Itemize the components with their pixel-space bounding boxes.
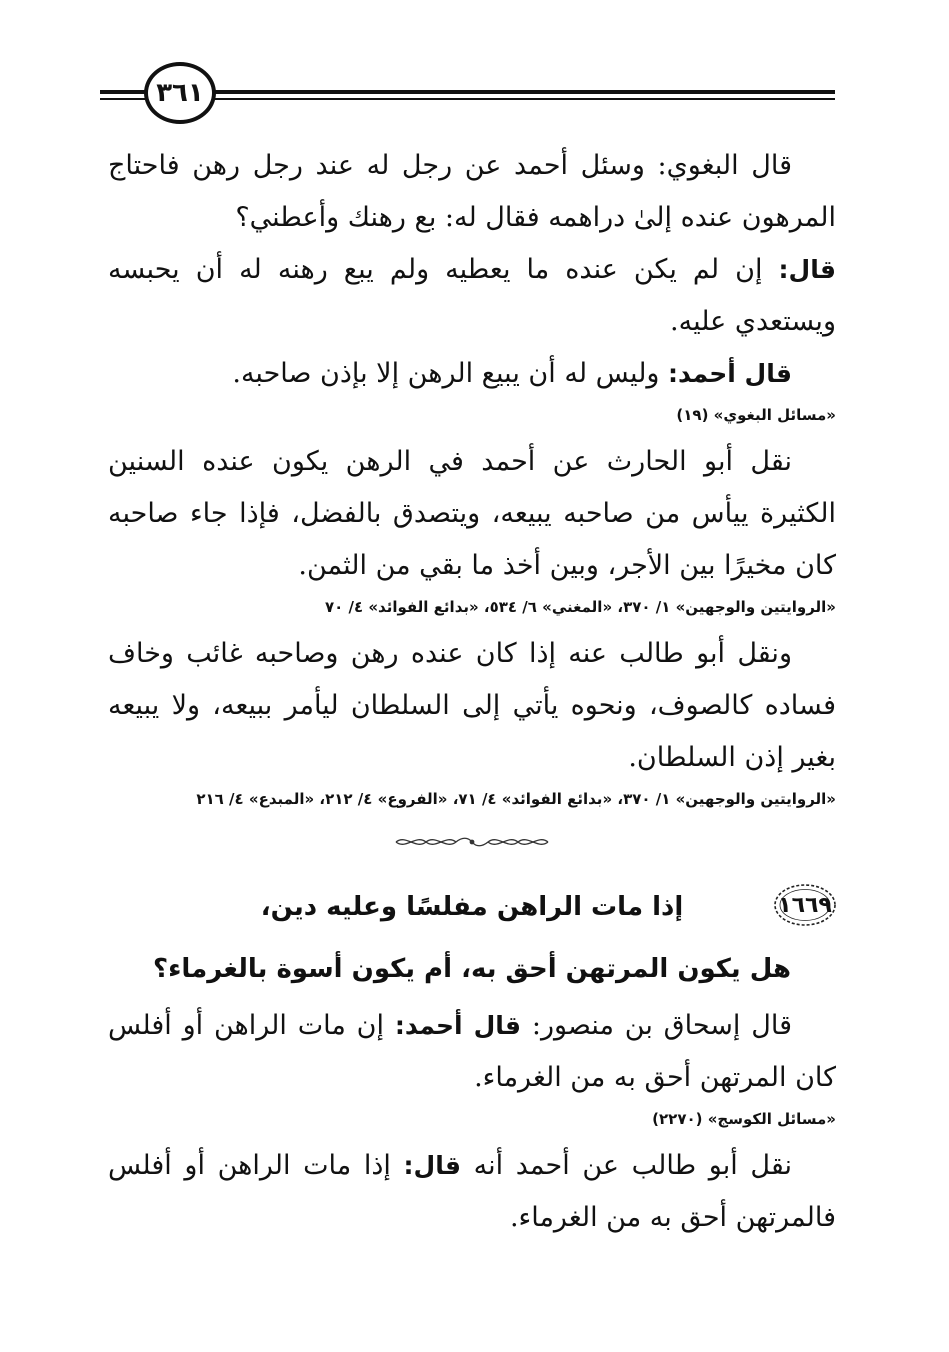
issue-number-badge <box>772 882 838 928</box>
paragraph-lead: قال: <box>778 255 836 284</box>
paragraph-text: وليس له أن يبيع الرهن إلا بإذن صاحبه. <box>232 358 669 389</box>
section-title-line1: إذا مات الراهن مفلسًا وعليه دين، <box>260 892 684 922</box>
paragraph-text: نقل أبو طالب عن أحمد أنه <box>461 1150 792 1181</box>
paragraph <box>108 628 836 784</box>
ornament-icon <box>392 832 552 852</box>
paragraph-text: إن لم يكن عنده ما يعطيه ولم يبع رهنه له أن يحبسه ويستعدي عليه. <box>108 254 836 337</box>
issue-number: ١٦٦٩ <box>778 892 832 918</box>
paragraph-text: إذا مات الراهن أو أفلس فالمرتهن أحق به من الغرماء. <box>108 1150 836 1233</box>
paragraph-text: قال إسحاق بن منصور: <box>521 1010 792 1041</box>
paragraph <box>108 1000 836 1104</box>
paragraph-text: ونقل أبو طالب عنه إذا كان عنده رهن وصاحبه غائب وخاف فساده كالصوف، ونحوه يأتي إلى السلطان ليأمر ببيعه، ولا يبيعه بغير إذن السلطان. <box>108 638 836 773</box>
paragraph <box>108 1140 836 1244</box>
page-body <box>108 140 836 1244</box>
paragraph-lead: قال: <box>403 1151 461 1180</box>
paragraph-text: إن مات الراهن أو أفلس كان المرتهن أحق به من الغرماء. <box>108 1010 836 1093</box>
reference-citation: «مسائل البغوي» (١٩) <box>676 406 836 424</box>
section-title-line2: هل يكون المرتهن أحق به، أم يكون أسوة بالغرماء؟ <box>153 954 791 984</box>
reference-citation: «الروايتين والوجهين» ١/ ٣٧٠، «بدائع الفوائد» ٤/ ٧١، «الفروع» ٤/ ٢١٢، «المبدع» ٤/ ٢١٦ <box>196 790 836 808</box>
paragraph <box>108 140 836 244</box>
page-number: ٣٦١ <box>144 62 216 124</box>
paragraph-lead: قال أحمد: <box>668 359 792 388</box>
paragraph <box>108 436 836 592</box>
page-header <box>100 60 835 130</box>
reference-citation: «الروايتين والوجهين» ١/ ٣٧٠، «المغني» ٦/ ٥٣٤، «بدائع الفوائد» ٤/ ٧٠ <box>324 598 836 616</box>
paragraph-text: قال البغوي: وسئل أحمد عن رجل له عند رجل رهن فاحتاج المرهون عنده إلىٰ دراهمه فقال له: بع رهنك وأعطني؟ <box>108 150 836 233</box>
ornamental-divider <box>108 832 836 858</box>
paragraph <box>108 244 836 348</box>
paragraph-lead: قال أحمد: <box>394 1011 522 1040</box>
paragraph-text: نقل أبو الحارث عن أحمد في الرهن يكون عنده السنين الكثيرة ييأس من صاحبه يبيعه، ويتصدق بالفضل، فإذا جاء صاحبه كان مخيرًا بين الأجر، وبين أخذ ما بقي من الثمن. <box>108 446 836 581</box>
section-heading <box>108 876 836 1000</box>
reference-citation: «مسائل الكوسج» (٢٢٧٠) <box>652 1110 836 1128</box>
paragraph <box>108 348 836 400</box>
